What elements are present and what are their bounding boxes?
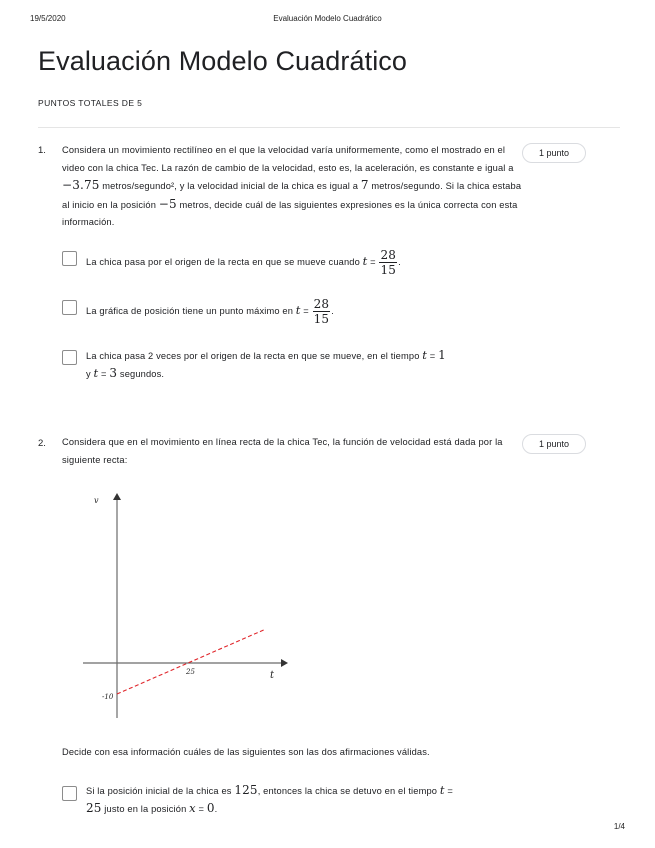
- y-axis-label: v: [94, 496, 99, 505]
- question-2-text: Considera que en el movimiento en línea recta de la chica Tec, la función de velocidad está dada por la siguiente recta:: [62, 437, 503, 465]
- x-axis-arrow: [281, 659, 288, 667]
- question-2-instruction: Decide con esa información cuáles de las siguientes son las dos afirmaciones válidas.: [62, 747, 430, 757]
- question-1-text: Considera un movimiento rectilíneo en el que la velocidad varía uniformemente, como el mostrado en el video con la chica Tec. La razón de cambio de la velocidad, esto es, la aceleración, es constante e igual a −3.75 metros/segundo², y la velocidad inicial de la chica es igual a 7 metros/segundo. Si la chica estaba al inicio en la posición −5 metros, decide cuál de las siguientes expresiones es la única correcta con esta información.: [62, 145, 522, 227]
- question-1-points-badge: 1 punto: [522, 143, 586, 163]
- page-number: 1/4: [613, 822, 625, 831]
- option-1a-checkbox[interactable]: [62, 251, 77, 266]
- option-1c-label[interactable]: La chica pasa 2 veces por el origen de la recta en que se mueve, en el tiempo t = 1 y t = 3 segundos.: [86, 348, 446, 380]
- option-1c-checkbox[interactable]: [62, 350, 77, 365]
- divider: [38, 127, 620, 128]
- velocity-line: [117, 630, 265, 694]
- fraction: $\frac{28}{15}$: [313, 297, 330, 326]
- option-2a-label[interactable]: Si la posición inicial de la chica es 125, entonces la chica se detuvo en el tiempo t = 25 justo en la posición x = 0.: [86, 783, 453, 815]
- option-1b-checkbox[interactable]: [62, 300, 77, 315]
- option-1b-label[interactable]: La gráfica de posición tiene un punto máximo en t = $\frac{28}{15}$ .: [86, 297, 334, 326]
- option-1a-label[interactable]: La chica pasa por el origen de la recta en que se mueve cuando t = $\frac{28}{15}$ .: [86, 248, 401, 277]
- question-1-number: 1.: [38, 145, 46, 156]
- option-2a-checkbox[interactable]: [62, 786, 77, 801]
- print-date: 19/5/2020: [30, 14, 66, 23]
- y-tick-label: -10: [102, 693, 114, 701]
- print-header-title: Evaluación Modelo Cuadrático: [273, 14, 382, 23]
- fraction: $\frac{28}{15}$: [380, 248, 397, 277]
- y-axis-arrow: [113, 493, 121, 500]
- question-2-number: 2.: [38, 438, 46, 449]
- velocity-chart: [78, 488, 293, 723]
- page-title: Evaluación Modelo Cuadrático: [38, 46, 408, 76]
- question-2-points-badge: 1 punto: [522, 434, 586, 454]
- total-points: PUNTOS TOTALES DE 5: [38, 98, 143, 108]
- x-axis-label: t: [270, 670, 275, 681]
- x-tick-label: 25: [186, 668, 195, 676]
